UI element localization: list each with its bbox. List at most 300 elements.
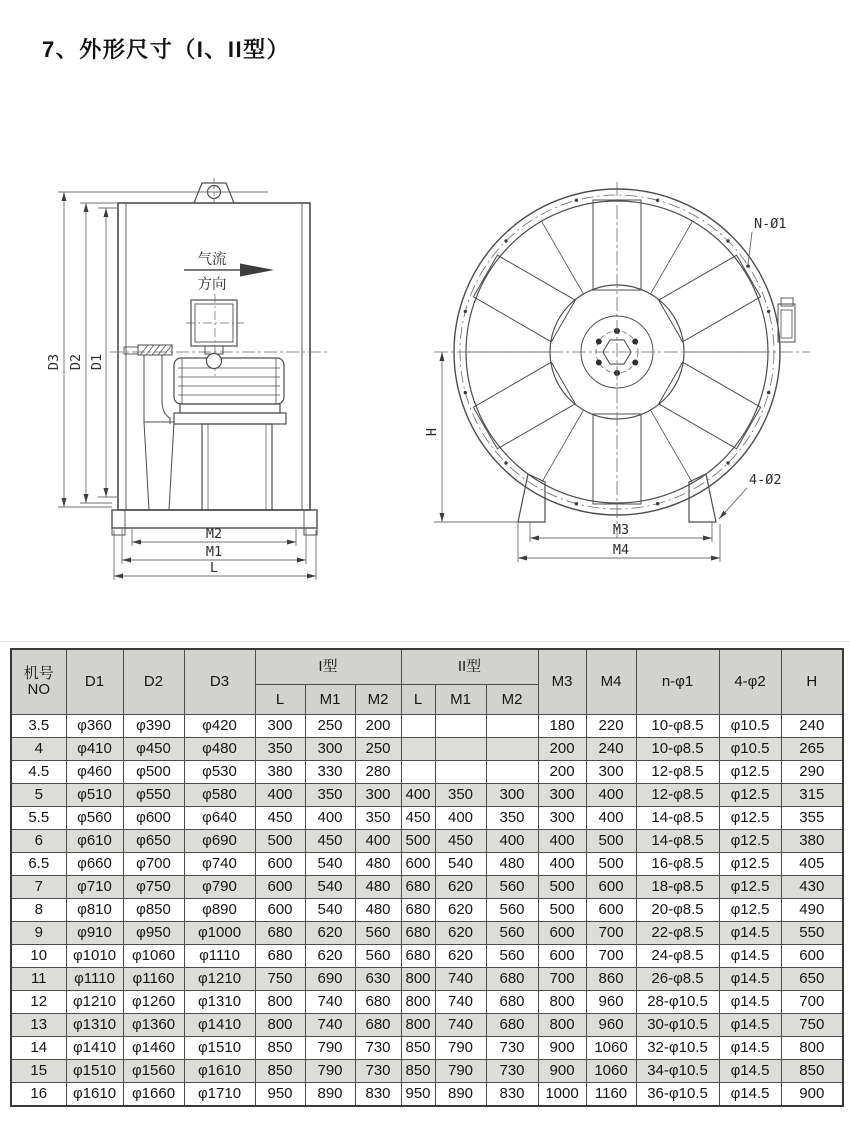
table-cell: φ1560	[123, 1060, 184, 1083]
table-cell: φ1160	[123, 968, 184, 991]
table-cell: 330	[305, 761, 355, 784]
table-cell: 700	[586, 922, 636, 945]
table-cell: 15	[11, 1060, 66, 1083]
table-cell: 620	[435, 899, 486, 922]
table-cell: 600	[781, 945, 843, 968]
col-header-type2-m2: M2	[486, 685, 538, 715]
table-cell: φ1110	[66, 968, 123, 991]
lifting-lug-icon	[194, 178, 234, 203]
table-cell: 680	[486, 991, 538, 1014]
table-cell: φ1000	[184, 922, 255, 945]
table-cell: 1060	[586, 1060, 636, 1083]
table-cell: 350	[486, 807, 538, 830]
table-cell: 600	[255, 899, 305, 922]
table-cell: φ1610	[184, 1060, 255, 1083]
table-cell: φ700	[123, 853, 184, 876]
table-cell: 950	[401, 1083, 435, 1107]
table-cell: φ12.5	[719, 899, 781, 922]
col-header-type1: I型	[255, 649, 401, 685]
table-cell: 850	[255, 1060, 305, 1083]
table-cell: 28-φ10.5	[636, 991, 719, 1014]
table-row	[11, 1083, 843, 1107]
table-cell: 700	[781, 991, 843, 1014]
table-cell: 540	[305, 899, 355, 922]
table-cell: 14-φ8.5	[636, 807, 719, 830]
table-row	[11, 738, 843, 761]
table-cell	[435, 761, 486, 784]
table-cell: 600	[538, 922, 586, 945]
table-cell: φ420	[184, 715, 255, 738]
table-cell: 620	[305, 922, 355, 945]
table-cell: 740	[435, 991, 486, 1014]
table-cell: φ560	[66, 807, 123, 830]
table-cell: φ610	[66, 830, 123, 853]
table-cell	[486, 761, 538, 784]
table-row	[11, 1014, 843, 1037]
table-cell: 36-φ10.5	[636, 1083, 719, 1107]
table-cell: 790	[305, 1060, 355, 1083]
table-cell: 24-φ8.5	[636, 945, 719, 968]
table-cell: φ460	[66, 761, 123, 784]
motor-pedestal	[202, 424, 272, 510]
table-cell: 680	[255, 945, 305, 968]
table-cell: 830	[486, 1083, 538, 1107]
col-header-no-line1: 机号	[23, 665, 54, 683]
table-cell: 480	[355, 876, 401, 899]
table-row	[11, 945, 843, 968]
page-title: 7、外形尺寸（I、II型）	[42, 37, 291, 62]
table-cell: 400	[305, 807, 355, 830]
table-cell	[435, 715, 486, 738]
table-row	[11, 968, 843, 991]
table-cell: 680	[401, 945, 435, 968]
table-cell: 355	[781, 807, 843, 830]
table-cell: 16	[11, 1083, 66, 1107]
dim-label-m4: M4	[612, 542, 630, 558]
table-cell: 450	[305, 830, 355, 853]
table-cell: 450	[435, 830, 486, 853]
table-cell: 240	[781, 715, 843, 738]
table-cell: φ1310	[184, 991, 255, 1014]
table-row	[11, 807, 843, 830]
table-cell: 480	[355, 899, 401, 922]
table-cell: 600	[538, 945, 586, 968]
table-cell: 7	[11, 876, 66, 899]
dimensions-table	[10, 648, 844, 1107]
table-cell: 480	[355, 853, 401, 876]
table-cell: 540	[435, 853, 486, 876]
table-cell: 380	[781, 830, 843, 853]
table-cell: 400	[486, 830, 538, 853]
col-header-m3: M3	[538, 649, 586, 715]
side-view-drawing	[28, 170, 350, 584]
table-row	[11, 853, 843, 876]
table-cell: 560	[486, 922, 538, 945]
table-cell: φ360	[66, 715, 123, 738]
table-cell: 500	[255, 830, 305, 853]
airflow-label-line2: 方向	[197, 277, 227, 293]
table-cell: 740	[435, 968, 486, 991]
table-cell: 730	[355, 1060, 401, 1083]
table-cell: φ390	[123, 715, 184, 738]
table-cell: 800	[781, 1037, 843, 1060]
table-cell: 10-φ8.5	[636, 738, 719, 761]
table-row	[11, 1037, 843, 1060]
table-cell: φ710	[66, 876, 123, 899]
table-cell: 740	[305, 1014, 355, 1037]
table-cell: 9	[11, 922, 66, 945]
col-header-m4: M4	[586, 649, 636, 715]
table-cell: φ510	[66, 784, 123, 807]
table-cell: 540	[305, 876, 355, 899]
front-view-drawing	[412, 170, 842, 584]
bolt-circle-label: N-Ø1	[754, 216, 787, 232]
table-cell: φ500	[123, 761, 184, 784]
table-cell: 14	[11, 1037, 66, 1060]
table-cell: 290	[781, 761, 843, 784]
table-cell: 300	[538, 784, 586, 807]
table-row	[11, 830, 843, 853]
table-cell: 830	[355, 1083, 401, 1107]
table-cell: φ12.5	[719, 830, 781, 853]
table-cell: 680	[486, 968, 538, 991]
table-cell: 790	[305, 1037, 355, 1060]
table-cell: 10-φ8.5	[636, 715, 719, 738]
table-cell: φ12.5	[719, 853, 781, 876]
table-cell: 250	[355, 738, 401, 761]
table-cell: φ1060	[123, 945, 184, 968]
table-cell: φ1610	[66, 1083, 123, 1107]
table-cell: 730	[486, 1037, 538, 1060]
table-cell: 350	[305, 784, 355, 807]
table-cell: 680	[401, 899, 435, 922]
table-cell: 600	[255, 876, 305, 899]
table-row	[11, 922, 843, 945]
col-header-n-phi1: n-φ1	[636, 649, 719, 715]
table-cell: 850	[781, 1060, 843, 1083]
table-cell: φ410	[66, 738, 123, 761]
table-cell	[435, 738, 486, 761]
table-row	[11, 876, 843, 899]
table-cell: 315	[781, 784, 843, 807]
col-header-type1-l: L	[255, 685, 305, 715]
table-cell: 850	[255, 1037, 305, 1060]
table-cell: φ650	[123, 830, 184, 853]
table-cell: 18-φ8.5	[636, 876, 719, 899]
col-header-4-phi2: 4-φ2	[719, 649, 781, 715]
table-cell: φ690	[184, 830, 255, 853]
table-cell: 200	[355, 715, 401, 738]
table-cell: 890	[305, 1083, 355, 1107]
table-cell: 380	[255, 761, 305, 784]
col-header-type1-m1: M1	[305, 685, 355, 715]
table-cell: φ740	[184, 853, 255, 876]
table-cell: 350	[355, 807, 401, 830]
table-cell: 600	[401, 853, 435, 876]
table-cell: 4	[11, 738, 66, 761]
table-cell: 680	[355, 991, 401, 1014]
table-cell	[486, 738, 538, 761]
table-cell: φ14.5	[719, 922, 781, 945]
table-cell: 620	[435, 945, 486, 968]
table-cell: 700	[586, 945, 636, 968]
table-cell: φ14.5	[719, 1037, 781, 1060]
table-cell: 490	[781, 899, 843, 922]
table-cell: φ530	[184, 761, 255, 784]
table-cell: 400	[435, 807, 486, 830]
table-cell: 8	[11, 899, 66, 922]
table-cell: φ1260	[123, 991, 184, 1014]
table-cell: φ1010	[66, 945, 123, 968]
table-cell: 450	[401, 807, 435, 830]
table-cell: φ1710	[184, 1083, 255, 1107]
table-cell: 300	[486, 784, 538, 807]
table-cell: φ12.5	[719, 784, 781, 807]
table-cell: 1060	[586, 1037, 636, 1060]
col-header-type2-l: L	[401, 685, 435, 715]
table-cell: 6.5	[11, 853, 66, 876]
table-cell: φ1210	[66, 991, 123, 1014]
table-cell: 800	[538, 1014, 586, 1037]
table-cell: φ14.5	[719, 991, 781, 1014]
table-cell: 620	[435, 876, 486, 899]
table-cell: 4.5	[11, 761, 66, 784]
table-cell: 900	[538, 1037, 586, 1060]
table-cell: 240	[586, 738, 636, 761]
table-cell: 500	[538, 876, 586, 899]
table-cell: φ1310	[66, 1014, 123, 1037]
table-cell: φ660	[66, 853, 123, 876]
table-cell	[401, 715, 435, 738]
table-cell: 730	[355, 1037, 401, 1060]
table-cell: 250	[305, 715, 355, 738]
table-cell: 560	[355, 922, 401, 945]
table-cell: 560	[486, 899, 538, 922]
table-cell: 680	[255, 922, 305, 945]
table-cell: 500	[538, 899, 586, 922]
table-cell: φ1360	[123, 1014, 184, 1037]
col-header-type2: II型	[401, 649, 538, 685]
airflow-label-line1: 气流	[197, 252, 227, 268]
table-cell: 12-φ8.5	[636, 784, 719, 807]
table-cell: 700	[538, 968, 586, 991]
table-cell: φ14.5	[719, 945, 781, 968]
table-cell: 800	[255, 991, 305, 1014]
table-cell	[401, 761, 435, 784]
table-cell: 280	[355, 761, 401, 784]
dim-label-h: H	[424, 427, 440, 437]
table-cell: φ1510	[66, 1060, 123, 1083]
dim-label-m2: M2	[205, 526, 223, 542]
table-row	[11, 1060, 843, 1083]
table-cell: 730	[486, 1060, 538, 1083]
table-cell: 12-φ8.5	[636, 761, 719, 784]
table-cell: 800	[538, 991, 586, 1014]
col-header-d3: D3	[184, 649, 255, 715]
table-cell: 650	[781, 968, 843, 991]
table-cell: φ14.5	[719, 1014, 781, 1037]
table-cell: φ1410	[184, 1014, 255, 1037]
terminal-box	[191, 300, 237, 346]
table-cell: 300	[255, 715, 305, 738]
table-cell: 680	[486, 1014, 538, 1037]
table-cell: φ14.5	[719, 1060, 781, 1083]
table-cell: 200	[538, 738, 586, 761]
table-cell	[401, 738, 435, 761]
table-cell: 300	[355, 784, 401, 807]
table-cell: 540	[305, 853, 355, 876]
col-header-d1: D1	[66, 649, 123, 715]
table-cell: 790	[435, 1037, 486, 1060]
col-header-d2: D2	[123, 649, 184, 715]
table-cell: 500	[586, 830, 636, 853]
table-cell: 800	[401, 968, 435, 991]
table-cell: 300	[586, 761, 636, 784]
table-row	[11, 991, 843, 1014]
table-cell: 850	[401, 1037, 435, 1060]
table-cell: 500	[401, 830, 435, 853]
table-cell: 5	[11, 784, 66, 807]
table-cell: φ850	[123, 899, 184, 922]
table-cell: 220	[586, 715, 636, 738]
table-cell: φ14.5	[719, 1083, 781, 1107]
table-cell: 950	[255, 1083, 305, 1107]
table-cell: 900	[538, 1060, 586, 1083]
table-cell: 860	[586, 968, 636, 991]
table-cell: 3.5	[11, 715, 66, 738]
table-row	[11, 761, 843, 784]
dim-label-m1: M1	[205, 544, 223, 560]
table-cell: φ480	[184, 738, 255, 761]
table-cell: φ12.5	[719, 807, 781, 830]
table-body	[11, 715, 843, 1107]
table-cell: φ580	[184, 784, 255, 807]
table-cell: φ12.5	[719, 761, 781, 784]
table-cell: φ1410	[66, 1037, 123, 1060]
section-divider	[0, 641, 850, 642]
table-cell: φ890	[184, 899, 255, 922]
table-cell: φ750	[123, 876, 184, 899]
table-cell: 350	[255, 738, 305, 761]
table-cell: φ790	[184, 876, 255, 899]
table-cell: 790	[435, 1060, 486, 1083]
dim-label-m3: M3	[612, 522, 630, 538]
table-cell: 400	[355, 830, 401, 853]
table-cell: 5.5	[11, 807, 66, 830]
col-header-no	[11, 649, 66, 715]
table-cell: φ14.5	[719, 968, 781, 991]
col-header-type2-m1: M1	[435, 685, 486, 715]
table-cell: 32-φ10.5	[636, 1037, 719, 1060]
table-row	[11, 715, 843, 738]
table-cell: 450	[255, 807, 305, 830]
table-cell: 400	[538, 830, 586, 853]
table-cell: 14-φ8.5	[636, 830, 719, 853]
table-cell: 30-φ10.5	[636, 1014, 719, 1037]
table-cell: φ10.5	[719, 715, 781, 738]
dim-label-d2: D2	[68, 353, 84, 371]
table-cell: 13	[11, 1014, 66, 1037]
table-cell: 600	[586, 876, 636, 899]
table-cell: 34-φ10.5	[636, 1060, 719, 1083]
table-cell: 300	[305, 738, 355, 761]
table-cell: φ1510	[184, 1037, 255, 1060]
table-cell: 600	[586, 899, 636, 922]
table-cell: 740	[305, 991, 355, 1014]
table-cell: 405	[781, 853, 843, 876]
table-cell: φ1210	[184, 968, 255, 991]
table-cell: φ1460	[123, 1037, 184, 1060]
table-cell: 680	[401, 876, 435, 899]
h-dimension	[434, 352, 518, 522]
col-header-type1-m2: M2	[355, 685, 401, 715]
table-cell: φ10.5	[719, 738, 781, 761]
col-header-h: H	[781, 649, 843, 715]
table-cell: 20-φ8.5	[636, 899, 719, 922]
table-cell: φ910	[66, 922, 123, 945]
table-cell: 500	[586, 853, 636, 876]
table-cell: 850	[401, 1060, 435, 1083]
table-cell: 620	[305, 945, 355, 968]
table-cell: 12	[11, 991, 66, 1014]
dim-label-d1: D1	[89, 353, 105, 371]
table-cell: 22-φ8.5	[636, 922, 719, 945]
table-cell: 800	[255, 1014, 305, 1037]
hub-bracket	[124, 345, 174, 510]
table-cell: 680	[355, 1014, 401, 1037]
table-cell: 690	[305, 968, 355, 991]
table-cell: 740	[435, 1014, 486, 1037]
table-cell: 200	[538, 761, 586, 784]
table-cell: φ950	[123, 922, 184, 945]
table-cell: 550	[781, 922, 843, 945]
table-cell: φ1110	[184, 945, 255, 968]
table-cell: 400	[401, 784, 435, 807]
table-cell: φ12.5	[719, 876, 781, 899]
table-cell: 560	[486, 945, 538, 968]
table-cell: 1000	[538, 1083, 586, 1107]
table-cell: 10	[11, 945, 66, 968]
table-cell: 16-φ8.5	[636, 853, 719, 876]
table-cell: 26-φ8.5	[636, 968, 719, 991]
table-cell: 960	[586, 1014, 636, 1037]
table-cell: 300	[538, 807, 586, 830]
table-cell: 750	[781, 1014, 843, 1037]
table-cell: 900	[781, 1083, 843, 1107]
table-cell: 1160	[586, 1083, 636, 1107]
motor	[174, 294, 286, 510]
table-cell: 180	[538, 715, 586, 738]
table-cell: 560	[486, 876, 538, 899]
table-cell: 265	[781, 738, 843, 761]
dim-label-d3: D3	[46, 353, 62, 371]
dim-label-l: L	[209, 560, 219, 576]
table-cell: φ1660	[123, 1083, 184, 1107]
table-cell: 6	[11, 830, 66, 853]
table-cell: φ640	[184, 807, 255, 830]
table-row	[11, 899, 843, 922]
table-cell: 350	[435, 784, 486, 807]
table-cell: 600	[255, 853, 305, 876]
table-cell: 430	[781, 876, 843, 899]
foot-hole-label: 4-Ø2	[749, 472, 782, 488]
diameter-dimensions	[58, 192, 268, 507]
table-row	[11, 784, 843, 807]
table-cell: 400	[586, 784, 636, 807]
table-cell: 800	[401, 1014, 435, 1037]
table-cell: 400	[255, 784, 305, 807]
table-cell: 680	[401, 922, 435, 945]
